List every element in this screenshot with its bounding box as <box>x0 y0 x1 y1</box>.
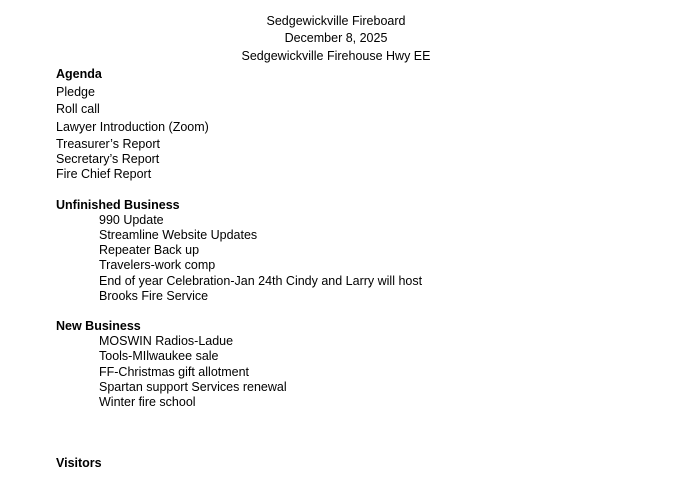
new-business-item: FF-Christmas gift allotment <box>99 365 250 379</box>
unfinished-business-item: Repeater Back up <box>99 243 200 257</box>
agenda-item: Fire Chief Report <box>56 167 152 181</box>
unfinished-business-item: 990 Update <box>99 213 164 227</box>
unfinished-business-heading: Unfinished Business <box>56 198 180 212</box>
unfinished-business-item: Streamline Website Updates <box>99 228 258 242</box>
agenda-item: Roll call <box>56 102 100 116</box>
new-business-item: Spartan support Services renewal <box>99 380 287 394</box>
agenda-heading: Agenda <box>56 67 102 81</box>
agenda-item: Lawyer Introduction (Zoom) <box>56 120 209 134</box>
new-business-item: Winter fire school <box>99 395 196 409</box>
unfinished-business-item: End of year Celebration-Jan 24th Cindy and Larry will host <box>99 274 423 288</box>
meeting-date: December 8, 2025 <box>284 31 388 45</box>
agenda-item: Pledge <box>56 85 95 99</box>
agenda-item: Secretary’s Report <box>56 152 160 166</box>
new-business-item: MOSWIN Radios-Ladue <box>99 334 234 348</box>
meeting-location: Sedgewickville Firehouse Hwy EE <box>241 49 431 63</box>
unfinished-business-item: Travelers-work comp <box>99 258 216 272</box>
unfinished-business-item: Brooks Fire Service <box>99 289 209 303</box>
new-business-item: Tools-MIlwaukee sale <box>99 349 219 363</box>
visitors-heading: Visitors <box>56 456 102 470</box>
new-business-heading: New Business <box>56 319 141 333</box>
org-title: Sedgewickville Fireboard <box>266 14 406 28</box>
agenda-item: Treasurer’s Report <box>56 137 160 151</box>
